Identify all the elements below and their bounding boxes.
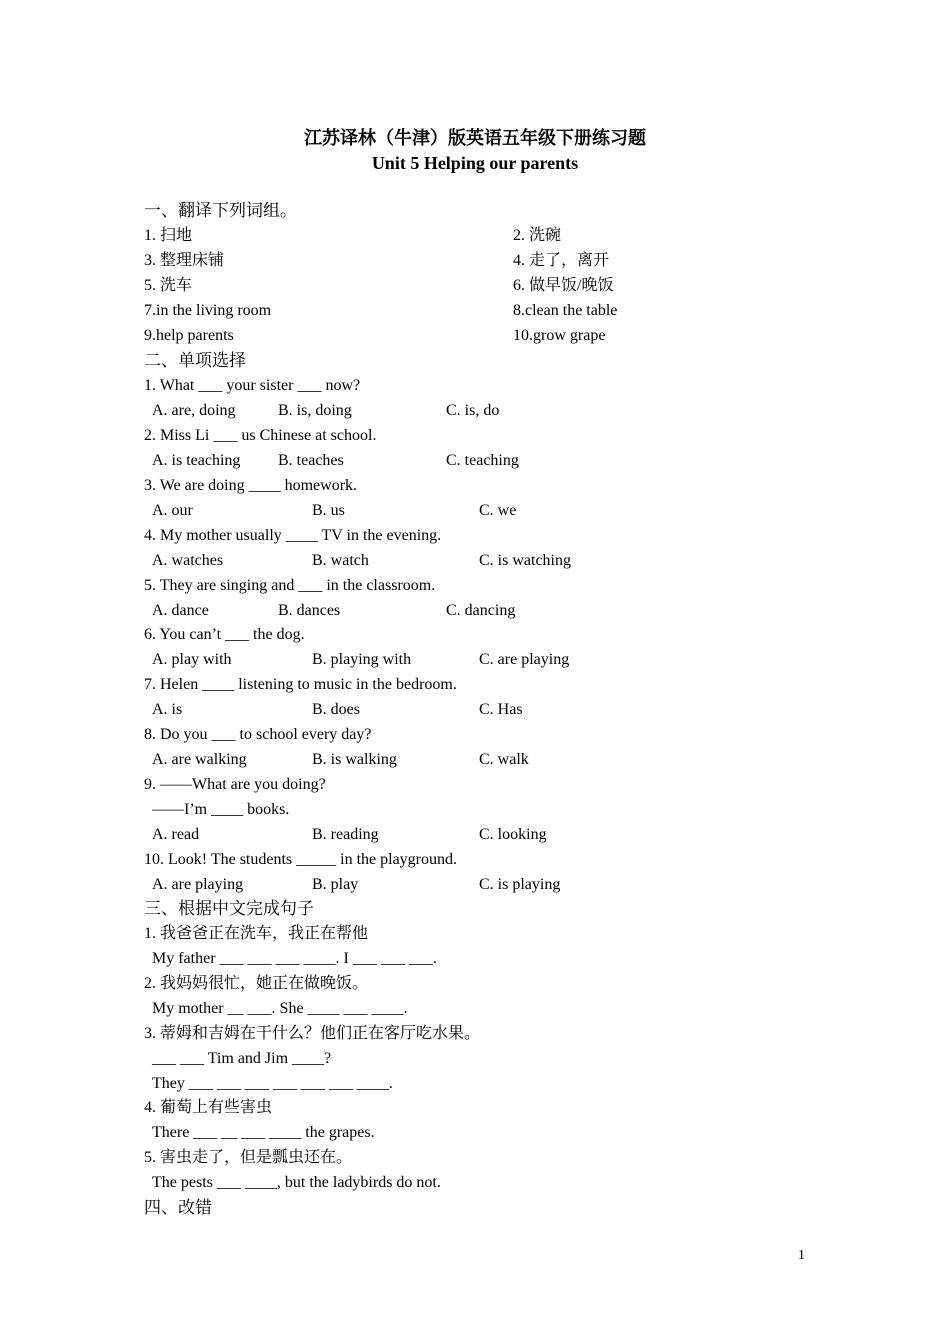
option-b: B. playing with [312,651,412,668]
question-stem: 2. Miss Li ___ us Chinese at school. [144,427,377,444]
vocab-item: 9.help parents [144,327,234,344]
sentence-chinese: 1. 我爸爸正在洗车，我正在帮他 [144,925,369,942]
vocab-item: 7.in the living room [144,302,272,319]
sentence-chinese: 4. 葡萄上有些害虫 [144,1099,273,1116]
sentence-blank: My mother __ ___. She ____ ___ ____. [152,1000,408,1017]
vocab-item: 3. 整理床铺 [144,252,225,269]
vocab-item: 4. 走了，离开 [513,252,610,269]
sentence-blank: There ___ __ ___ ____ the grapes. [152,1124,375,1141]
sentence-blank: ___ ___ Tim and Jim ____? [152,1050,332,1067]
page-number: 1 [798,1248,805,1263]
option-a: A. watches [152,552,224,569]
option-a: A. dance [152,602,209,619]
option-c: C. is, do [446,402,500,419]
question-stem-continued: ——I’m ____ books. [152,801,290,818]
option-c: C. Has [479,701,523,718]
option-b: B. reading [312,826,379,843]
sentence-blank: My father ___ ___ ___ ____. I ___ ___ ___. [152,950,437,967]
option-a: A. play with [152,651,232,668]
option-c: C. we [479,502,517,519]
question-stem: 7. Helen ____ listening to music in the bedroom. [144,676,457,693]
vocab-item: 1. 扫地 [144,227,193,244]
option-c: C. is playing [479,876,561,893]
option-c: C. looking [479,826,547,843]
option-a: A. are playing [152,876,244,893]
title-chinese: 江苏译林（牛津）版英语五年级下册练习题 [304,128,646,148]
option-c: C. dancing [446,602,516,619]
option-c: C. walk [479,751,529,768]
vocab-item: 5. 洗车 [144,277,193,294]
vocab-item: 6. 做早饭/晚饭 [513,277,614,294]
option-b: B. us [312,502,345,519]
section2-heading: 二、单项选择 [144,351,246,370]
option-b: B. is, doing [278,402,352,419]
option-a: A. read [152,826,200,843]
option-b: B. watch [312,552,369,569]
option-c: C. is watching [479,552,571,569]
option-a: A. are, doing [152,402,236,419]
title-english: Unit 5 Helping our parents [371,153,579,173]
option-b: B. dances [278,602,341,619]
section4-heading: 四、改错 [144,1198,212,1217]
sentence-chinese: 2. 我妈妈很忙，她正在做晚饭。 [144,975,369,992]
question-stem: 1. What ___ your sister ___ now? [144,377,361,394]
option-a: A. is teaching [152,452,241,469]
vocab-item: 10.grow grape [513,327,606,344]
option-b: B. does [312,701,360,718]
sentence-chinese: 5. 害虫走了，但是瓢虫还在。 [144,1149,353,1166]
option-b: B. teaches [278,452,344,469]
question-stem: 8. Do you ___ to school every day? [144,726,372,743]
question-stem: 6. You can’t ___ the dog. [144,626,305,643]
option-b: B. is walking [312,751,397,768]
question-stem: 3. We are doing ____ homework. [144,477,358,494]
section1-heading: 一、翻译下列词组。 [144,201,297,220]
question-stem: 10. Look! The students _____ in the playground. [144,851,457,868]
vocab-item: 8.clean the table [513,302,618,319]
question-stem: 9. ——What are you doing? [144,776,326,793]
sentence-blank: The pests ___ ____, but the ladybirds do not. [152,1174,441,1191]
question-stem: 4. My mother usually ____ TV in the evening. [144,527,442,544]
option-a: A. are walking [152,751,247,768]
sentence-blank: They ___ ___ ___ ___ ___ ___ ____. [152,1075,393,1092]
option-b: B. play [312,876,359,893]
option-c: C. are playing [479,651,570,668]
option-a: A. is [152,701,183,718]
option-c: C. teaching [446,452,519,469]
section3-heading: 三、根据中文完成句子 [144,899,314,918]
question-stem: 5. They are singing and ___ in the classroom. [144,577,436,594]
sentence-chinese: 3. 蒂姆和吉姆在干什么？他们正在客厅吃水果。 [144,1025,481,1042]
option-a: A. our [152,502,193,519]
vocab-item: 2. 洗碗 [513,227,562,244]
